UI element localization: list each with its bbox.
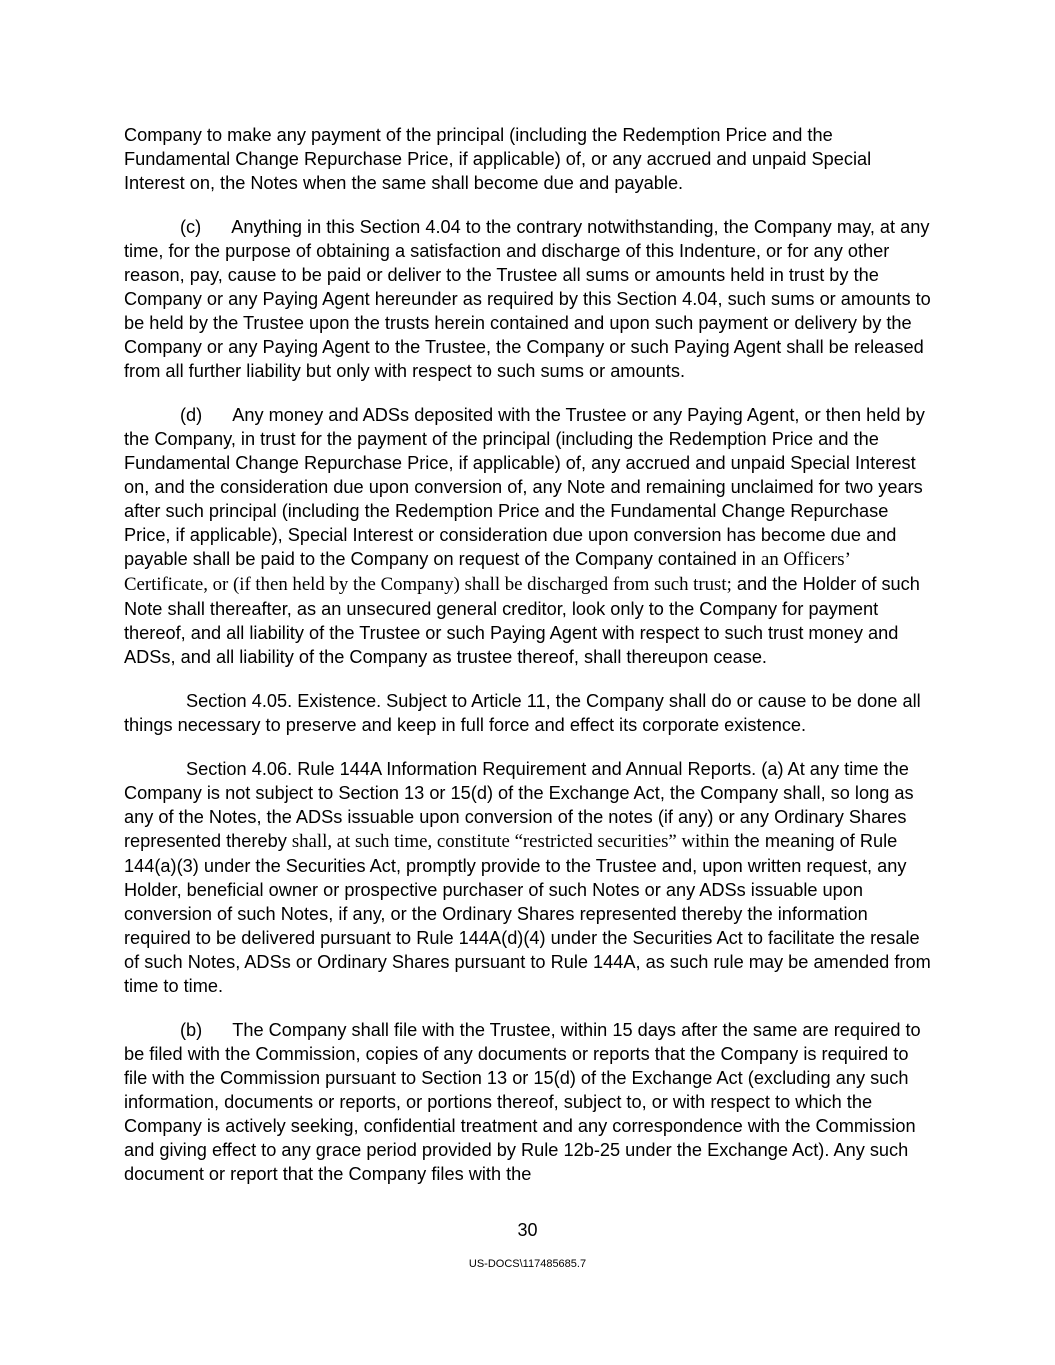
paragraph-text: Section 4.06. Rule 144A Information Requirement and Annual Reports. (a) At any time the Company is not subject to Section 13 or 15(d) of the Exchange Act, the Company shall, so long as any of the Notes, the ADSs issuable upon conversion of the notes (if any) or any Ordinary Shares represented thereby bbox=[124, 759, 914, 851]
paragraph-text: Anything in this Section 4.04 to the contrary notwithstanding, the Company may, at any time, for the purpose of obtaining a satisfaction and discharge of this Indenture, or for any other reason, pay, cause to be paid or deliver to the Trustee all sums or amounts held in trust by the Company or any Paying Agent hereunder as required by this Section 4.04, such sums or amounts to be held by the Trustee upon the trusts herein contained and upon such payment or delivery by the Company or any Paying Agent to the Trustee, the Company or such Paying Agent shall be released from all further liability but only with respect to such sums or amounts. bbox=[124, 217, 931, 381]
paragraph-label: (c) bbox=[180, 217, 202, 237]
paragraph-text: and the Holder of such Note shall thereafter, as an unsecured general creditor, look only to the Company for payment thereof, and all liability of the Trustee or such Paying Agent with respect to such trust money and ADSs, and all liability of the Company as trustee thereof, shall thereupon cease. bbox=[124, 574, 920, 667]
paragraph-d bbox=[124, 403, 936, 669]
paragraph-text: the meaning of Rule 144(a)(3) under the Securities Act, promptly provide to the Trustee and, upon written request, any Holder, beneficial owner or prospective purchaser of such Notes or any ADSs issuable upon conversion of such Notes, if any, or the Ordinary Shares represented thereby the information required to be delivered pursuant to Rule 144A(d)(4) under the Securities Act to facilitate the resale of such Notes, ADSs or Ordinary Shares pursuant to Rule 144A, as such rule may be amended from time to time. bbox=[124, 831, 931, 996]
paragraph-c bbox=[124, 215, 936, 383]
section-4-06 bbox=[124, 757, 936, 998]
paragraph-label: (d) bbox=[180, 405, 203, 425]
paragraph-continuation bbox=[124, 123, 936, 195]
document-id: US-DOCS\117485685.7 bbox=[468, 1258, 587, 1270]
page-number: 30 bbox=[517, 1220, 538, 1240]
paragraph-text: Company to make any payment of the principal (including the Redemption Price and the Fundamental Change Repurchase Price, if applicable) of, or any accrued and unpaid Special Interest on, the Notes when the same shall become due and payable. bbox=[124, 125, 872, 193]
paragraph-text: Section 4.05. Existence. Subject to Article 11, the Company shall do or cause to be done all things necessary to preserve and keep in full force and effect its corporate existence. bbox=[124, 691, 921, 735]
paragraph-label: (b) bbox=[180, 1020, 203, 1040]
paragraph-text: The Company shall file with the Trustee, within 15 days after the same are required to be filed with the Commission, copies of any documents or reports that the Company is required to file with the Commission pursuant to Section 13 or 15(d) of the Exchange Act (excluding any such information, documents or reports, or portions thereof, subject to, or with respect to which the Company is actively seeking, confidential treatment and any correspondence with the Commission and giving effect to any grace period provided by Rule 12b-25 under the Exchange Act). Any such document or report that the Company files with the bbox=[124, 1020, 921, 1184]
paragraph-text-serif: an Officers’ Certificate, or (if then held by the Company) shall be discharged from such trust; bbox=[124, 549, 850, 595]
document-body bbox=[124, 123, 936, 1206]
section-4-05 bbox=[124, 689, 936, 737]
paragraph-text: Any money and ADSs deposited with the Trustee or any Paying Agent, or then held by the Company, in trust for the payment of the principal (including the Redemption Price and the Fundamental Change Repurchase Price, if applicable) of, any accrued and unpaid Special Interest on, and the consideration due upon conversion of, any Note and remaining unclaimed for two years after such principal (including the Redemption Price and the Fundamental Change Repurchase Price, if applicable), Special Interest or consideration due upon conversion has become due and payable shall be paid to the Company on request of the Company contained in bbox=[124, 405, 925, 569]
paragraph-text-serif: shall, at such time, constitute “restricted securities” within bbox=[291, 831, 730, 852]
paragraph-b bbox=[124, 1018, 936, 1186]
